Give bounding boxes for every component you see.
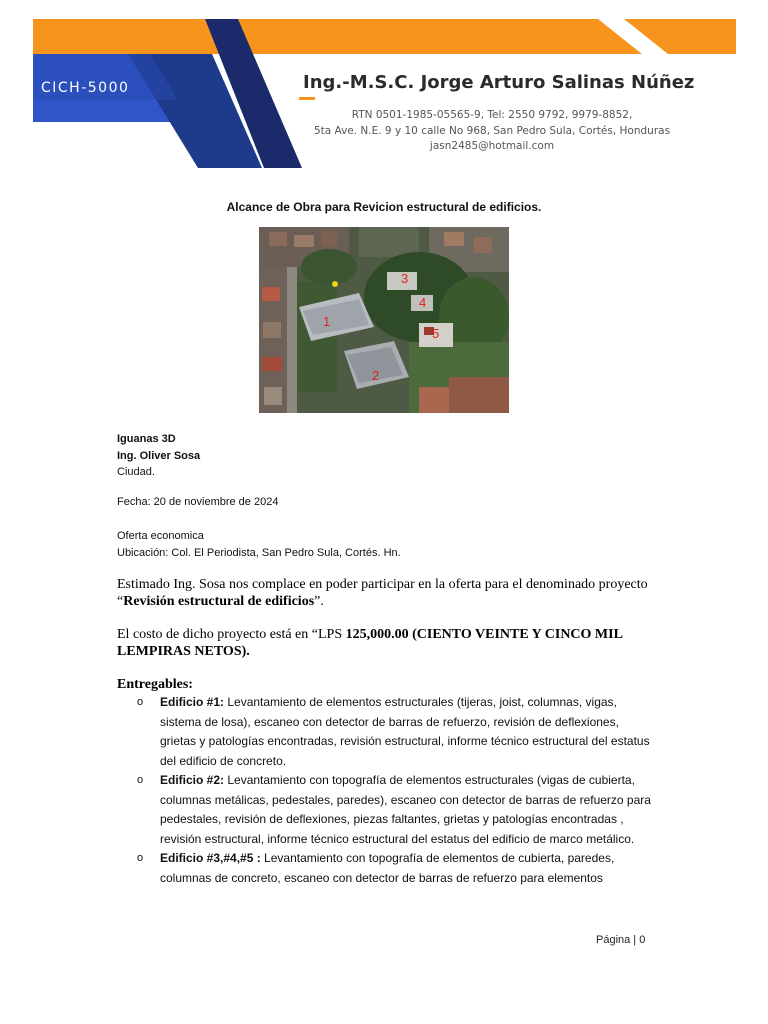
building-label-1: 1 (323, 314, 331, 329)
intro-end: ”. (314, 593, 324, 609)
building-label-2: 2 (372, 368, 380, 383)
cost-text: El costo de dicho proyecto está en “LPS (117, 627, 346, 642)
page-number: Página | 0 (596, 934, 646, 946)
circle-bullet-icon: o (137, 696, 144, 708)
recipient-person: Ing. Oliver Sosa (117, 449, 201, 462)
offer-block (117, 528, 401, 561)
recipient-city: Ciudad. (117, 466, 155, 478)
aerial-photo (259, 227, 509, 413)
circle-bullet-icon: o (137, 774, 144, 786)
contact-line-1: RTN 0501-1985-05565-9, Tel: 2550 9792, 9979-8852, (351, 109, 633, 121)
contact-email: jasn2485@hotmail.com (429, 140, 555, 152)
recipient-company: Iguanas 3D (117, 433, 176, 445)
document-title: Alcance de Obra para Revicion estructural de edificios. (226, 200, 542, 214)
deliverable-label: Edificio #3,#4,#5 : (160, 851, 261, 865)
list-item (135, 771, 655, 849)
deliverable-label: Edificio #1: (160, 695, 225, 709)
list-item (135, 849, 655, 888)
engineer-name: Ing.-M.S.C. Jorge Arturo Salinas Núñez (303, 72, 695, 93)
contact-line-2: 5ta Ave. N.E. 9 y 10 calle No 968, San Pedro Sula, Cortés, Honduras (313, 124, 671, 137)
deliverable-text: Levantamiento con topografía de elementos estructurales (vigas de cubierta, columnas metálicas, pedestales, paredes), escaneo con detector de barras de refuerzo para pedestales, revisión de deflexiones, piezas faltantes, grietas y patologías encontradas , revisión estructural, informe técnico estructural del estatus del edificio de marco metálico. (160, 773, 651, 846)
project-name: Revisión estructural de edificios (123, 593, 315, 609)
deliverables-heading: Entregables: (117, 677, 193, 692)
name-accent-bar (299, 97, 315, 100)
date-line: Fecha: 20 de noviembre de 2024 (117, 496, 279, 508)
contact-block (290, 108, 694, 155)
cost-paragraph (117, 627, 657, 660)
deliverable-label: Edificio #2: (160, 773, 225, 787)
circle-bullet-icon: o (137, 852, 144, 864)
deliverable-text: Levantamiento de elementos estructurales (tijeras, joist, columnas, vigas, sistema de losa), escaneo con detector de barras de refuerzo, revisión de deflexiones, grietas y patologías encontradas, revisión estructural, informe técnico estructural del estatus del edificio de concreto. (160, 695, 650, 768)
offer-type: Oferta economica (117, 530, 204, 542)
deliverables-list (135, 693, 655, 888)
list-item (135, 693, 655, 771)
letterhead (0, 0, 768, 180)
building-label-3: 3 (401, 271, 409, 286)
document-code: CICH-5000 (41, 80, 130, 96)
recipient-block (117, 431, 200, 481)
intro-paragraph (117, 577, 657, 610)
building-label-4: 4 (419, 295, 427, 310)
building-label-5: 5 (432, 326, 440, 341)
intro-text: Estimado Ing. Sosa nos complace en poder participar en la oferta para el denominado proyecto “ (117, 577, 648, 609)
aerial-photo-drawing (259, 227, 509, 413)
offer-location: Ubicación: Col. El Periodista, San Pedro Sula, Cortés. Hn. (117, 546, 401, 559)
cost-amount: 125,000.00 (CIENTO VEINTE Y CINCO MIL LEMPIRAS NETOS). (117, 627, 623, 659)
deliverable-text: Levantamiento con topografía de elementos de cubierta, paredes, columnas de concreto, escaneo con detector de barras de refuerzo para elementos (160, 851, 615, 885)
